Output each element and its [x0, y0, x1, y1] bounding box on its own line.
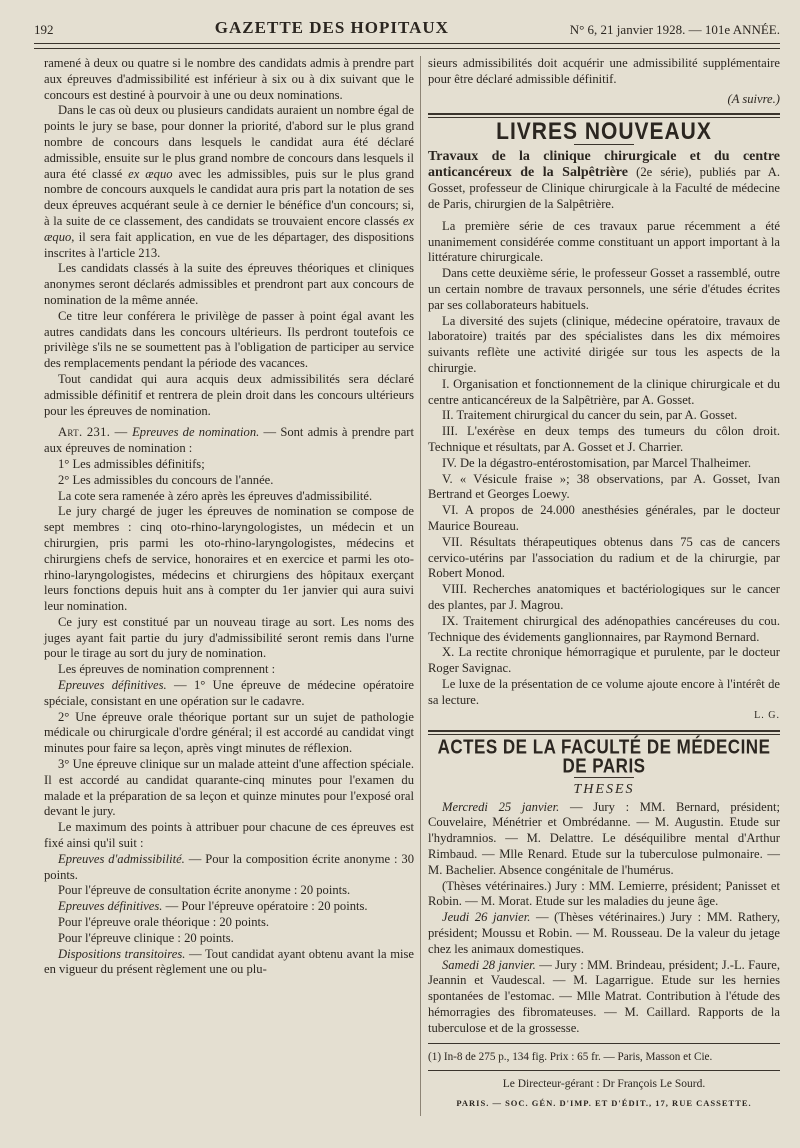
text-run: — Sont admis à prendre part aux épreuves de nomination : [44, 425, 414, 456]
paragraph: Ce jury est constitué par un nouveau tirage au sort. Les noms des juges ayant fait partie du jury d'admissibilité seront remis dans l'urne pour le tirage au sort du jury de nomination. [44, 614, 414, 661]
text-run: — (Thèses vétérinaires.) Jury : MM. Rathery, président; Moussu et Robin. — M. Rousseau. De la valeur du jetage chez les animaux domestiques. [428, 910, 780, 956]
theses-heading: THESES [573, 781, 635, 797]
journal-title: GAZETTE DES HOPITAUX [214, 18, 449, 37]
list-item: 2° Les admissibles du concours de l'année. [58, 472, 274, 487]
page-header [34, 10, 780, 38]
article-heading: Epreuves de nomination. [132, 425, 260, 440]
list-item: VI. A propos de 24.000 anesthésies générales, par le docteur Maurice Boureau. [428, 503, 780, 533]
list-item: II. Traitement chirurgical du cancer du sein, par A. Gosset. [442, 408, 738, 423]
date: Mercredi 25 janvier. [442, 799, 560, 814]
paragraph: Le luxe de la présentation de ce volume ajoute encore à l'intérêt de sa lecture. [428, 676, 780, 707]
book-title: Travaux de la clinique chirurgicale et du centre anticancéreux de la Salpêtrière [428, 149, 780, 181]
paragraph: ramené à deux ou quatre si le nombre des candidats admis à prendre part aux épreuves d'admissibilité est inférieur à six ou à dix suivant que le concours est destiné à pourvoir à une ou deux nominations. [44, 56, 414, 102]
paragraph: Pour l'épreuve orale théorique : 20 points. [58, 915, 270, 930]
article-label: Art. 231. — [58, 425, 133, 440]
book-entry [428, 149, 780, 213]
article-231 [44, 425, 414, 457]
text-run: — Tout candidat ayant obtenu avant la mise en vigueur du présent règlement une ou plu- [44, 946, 415, 977]
text-run: Epreuves d'admissibilité. [58, 851, 185, 866]
paragraph: Pour l'épreuve clinique : 20 points. [58, 930, 234, 945]
paragraph: (Thèses vétérinaires.) Jury : MM. Lemierre, président; Panisset et Robin. — M. Morat. Etude sur les maladies du jeune âge. [428, 878, 780, 909]
paragraph [428, 958, 780, 1037]
paragraph: Pour l'épreuve de consultation écrite anonyme : 20 points. [58, 883, 351, 898]
text-run: Epreuves définitives. [58, 899, 163, 914]
text-run: — Pour la composition écrite anonyme : 30 points. [44, 851, 414, 882]
paragraph: La diversité des sujets (clinique, médecine opératoire, travaux de laboratoire) traités par des spécialistes dans les dix mémoires suivants reflète une activité dirigée sur tous les aspects de la chirurgie. [428, 313, 780, 375]
paragraph [44, 678, 414, 710]
text-run: — Jury : MM. Bernard, président; Couvelaire, Ménétrier et Ombrédanne. — M. Augustin. Etude sur l'hydramnios. — M. Delattre. Le déséquilibre mental d'Arthur Rimbaud. — Mlle Renard. Etude sur la tuberculose pulmonaire. — M. Bachelier. Absence congénitale de l'humérus. [428, 799, 780, 877]
paragraph: La première série de ces travaux parue récemment a été unanimement considérée comme constituant un apport important à la littérature chirurgicale. [428, 218, 780, 265]
section-title-actes: ACTES DE LA FACULTÉ DE MÉDECINE DE PARIS [437, 735, 771, 778]
date: Jeudi 26 janvier. [442, 910, 531, 925]
paragraph: 2° Une épreuve orale théorique portant sur un sujet de pathologie médicale ou chirurgicale d'ordre général; il est accordé au candidat vingt minutes pour faire sa leçon, après vingt minutes de réflexion. [44, 709, 414, 756]
footer-rule [428, 1070, 780, 1071]
right-column [428, 56, 780, 1112]
issue-info: N° 6, 21 janvier 1928. — 101e ANNÉE. [569, 22, 780, 37]
paragraph [428, 910, 780, 957]
list-item: VIII. Recherches anatomiques et bactériologiques sur le cancer des plantes, par J. Magrou. [428, 582, 780, 612]
list-item: VII. Résultats thérapeutiques obtenus dans 75 cas de cancers cervico-utérins par l'association du radium et de la chirurgie, par Robert Monod. [428, 534, 780, 581]
list-item: IX. Traitement chirurgical des adénopathies cancéreuses du cou. Technique des évidements ganglionnaires, par Raymond Bernard. [428, 613, 780, 644]
paragraph: Tout candidat qui aura acquis deux admissibilités sera déclaré admissible définitif et rentrera de plein droit dans les concours ultérieurs pour les épreuves de nomination. [44, 371, 414, 418]
paragraph: sieurs admissibilités doit acquérir une admissibilité supplémentaire pour être déclaré admissible définitif. [428, 56, 780, 86]
paragraph: La cote sera ramenée à zéro après les épreuves d'admissibilité. [58, 488, 373, 503]
text-run: ex æquo [44, 213, 414, 244]
paragraph: Dans cette deuxième série, le professeur Gosset a rassemblé, outre un certain nombre de travaux personnels, une série d'études écrites par ses collaborateurs habituels. [428, 266, 780, 312]
text-run: , il sera fait application, en vue de les départager, des dispositions inscrites à l'article 213. [44, 229, 414, 260]
column-divider [420, 56, 421, 1116]
book-meta: (2e série), publiés par A. Gosset, professeur de Clinique chirurgicale à la Faculté de médecine de Paris, chirurgien de la Salpêtrière. [428, 165, 780, 211]
list-item: V. « Vésicule fraise »; 38 observations, par A. Gosset, Ivan Bertrand et Georges Loewy. [428, 471, 780, 502]
left-column [44, 56, 414, 978]
paragraph: Ce titre leur conférera le privilège de passer à point égal avant les autres candidats dans les concours ultérieurs. Ils perdront toutefois ce privilège s'ils ne se soumettent pas à l'obligation de participer au service des remplacements pendant la période des vacances. [44, 308, 414, 371]
paragraph: Le maximum des points à attribuer pour chacune de ces épreuves est fixé ainsi qu'il suit : [44, 820, 414, 851]
text-run: Dans le cas où deux ou plusieurs candidats auraient un nombre égal de points le jury se base, pour donner la priorité, d'abord sur le plus grand nombre de concours dans lesquels le candidat aura été déclaré admissible, ensuite sur le plus grand nombre de concours dans lesquels il aura été classé [44, 103, 415, 181]
paragraph [44, 852, 414, 884]
text-run: — 1° Une épreuve de médecine opératoire spéciale, consistant en une opération sur le cadavre. [44, 678, 415, 708]
printer-line: PARIS. — SOC. GÉN. D'IMP. ET D'ÉDIT., 17, RUE CASSETTE. [456, 1098, 752, 1109]
list-item: I. Organisation et fonctionnement de la clinique chirurgicale et du centre anticancéreux de la Salpêtrière, par A. Gosset. [428, 376, 780, 407]
to-be-continued: (A suivre.) [727, 91, 780, 106]
paragraph: Les épreuves de nomination comprennent : [58, 662, 276, 677]
paragraph: Les candidats classés à la suite des épreuves théoriques et cliniques anonymes seront déclarés admissibles et prendront part aux concours de nomination de la même année. [44, 261, 414, 307]
list-item: 1° Les admissibles définitifs; [58, 456, 205, 471]
list-item: III. L'exérèse en deux temps des tumeurs du côlon droit. Technique et résultats, par A. Gosset et J. Charrier. [428, 424, 780, 454]
text-run: ex æquo [128, 166, 173, 181]
text-run: — Pour l'épreuve opératoire : 20 points. [162, 899, 368, 914]
paragraph [428, 800, 780, 879]
paragraph [44, 103, 414, 261]
text-run: — Jury : MM. Brindeau, président; J.-L. Faure, Jeannin et Vaudescal. — M. Lagarrigue. Etude sur les hernies spontanées de l'estomac. — Mlle Matrat. Contribution à l'étude des hémorragies des fibromateuses. — M. Caillard. Rapports de la tuberculose et de la grossesse. [428, 957, 780, 1035]
text-run: avec les admissibles, puis sur le plus grand nombre de concours auxquels le candidat aura pris part la notation de ses deux épreuves acquérant seule à ce dernier le bénéfice d'un concours; si, à la suite de ce classement, des candidats se trouvaient encore classés [44, 166, 414, 228]
paragraph [44, 899, 414, 915]
section-title-livres: LIVRES NOUVEAUX [496, 118, 712, 146]
text-run: Epreuves définitives. [58, 678, 167, 693]
footnote-rule [428, 1043, 780, 1044]
page-number: 192 [34, 22, 54, 37]
list-item: X. La rectite chronique hémorragique et purulente, par le docteur Roger Savignac. [428, 645, 780, 676]
paragraph: 3° Une épreuve clinique sur un malade atteint d'une affection spéciale. Il est accordé au candidat quarante-cinq minutes pour l'examen du malade et la préparation de sa leçon et quinze minutes pour l'exposé oral devant le jury. [44, 757, 414, 819]
paragraph: Le jury chargé de juger les épreuves de nomination se compose de sept membres : cinq oto-rhino-laryngologistes, un médecin et un chirurgien, pris parmi les oto-rhino-laryngologistes, médecins et chirurgiens chefs de service, honoraires et en exercice et parmi les oto-rhino-laryngologistes, médecins et chirurgiens des hôpitaux exerçant leurs fonctions depuis huit ans à compter du 1er janvier qui aura suivi leur nomination. [44, 504, 414, 614]
signature: L. G. [754, 710, 780, 722]
header-rule [34, 43, 780, 49]
text-run: Dispositions transitoires. [58, 946, 186, 961]
date: Samedi 28 janvier. [442, 957, 536, 972]
director-line: Le Directeur-gérant : Dr François Le Sourd. [502, 1077, 706, 1090]
paragraph [44, 947, 414, 979]
footnote: (1) In-8 de 275 p., 134 fig. Prix : 65 fr. — Paris, Masson et Cie. [428, 1050, 713, 1063]
list-item: IV. De la dégastro-entérostomisation, par Marcel Thalheimer. [442, 455, 752, 470]
